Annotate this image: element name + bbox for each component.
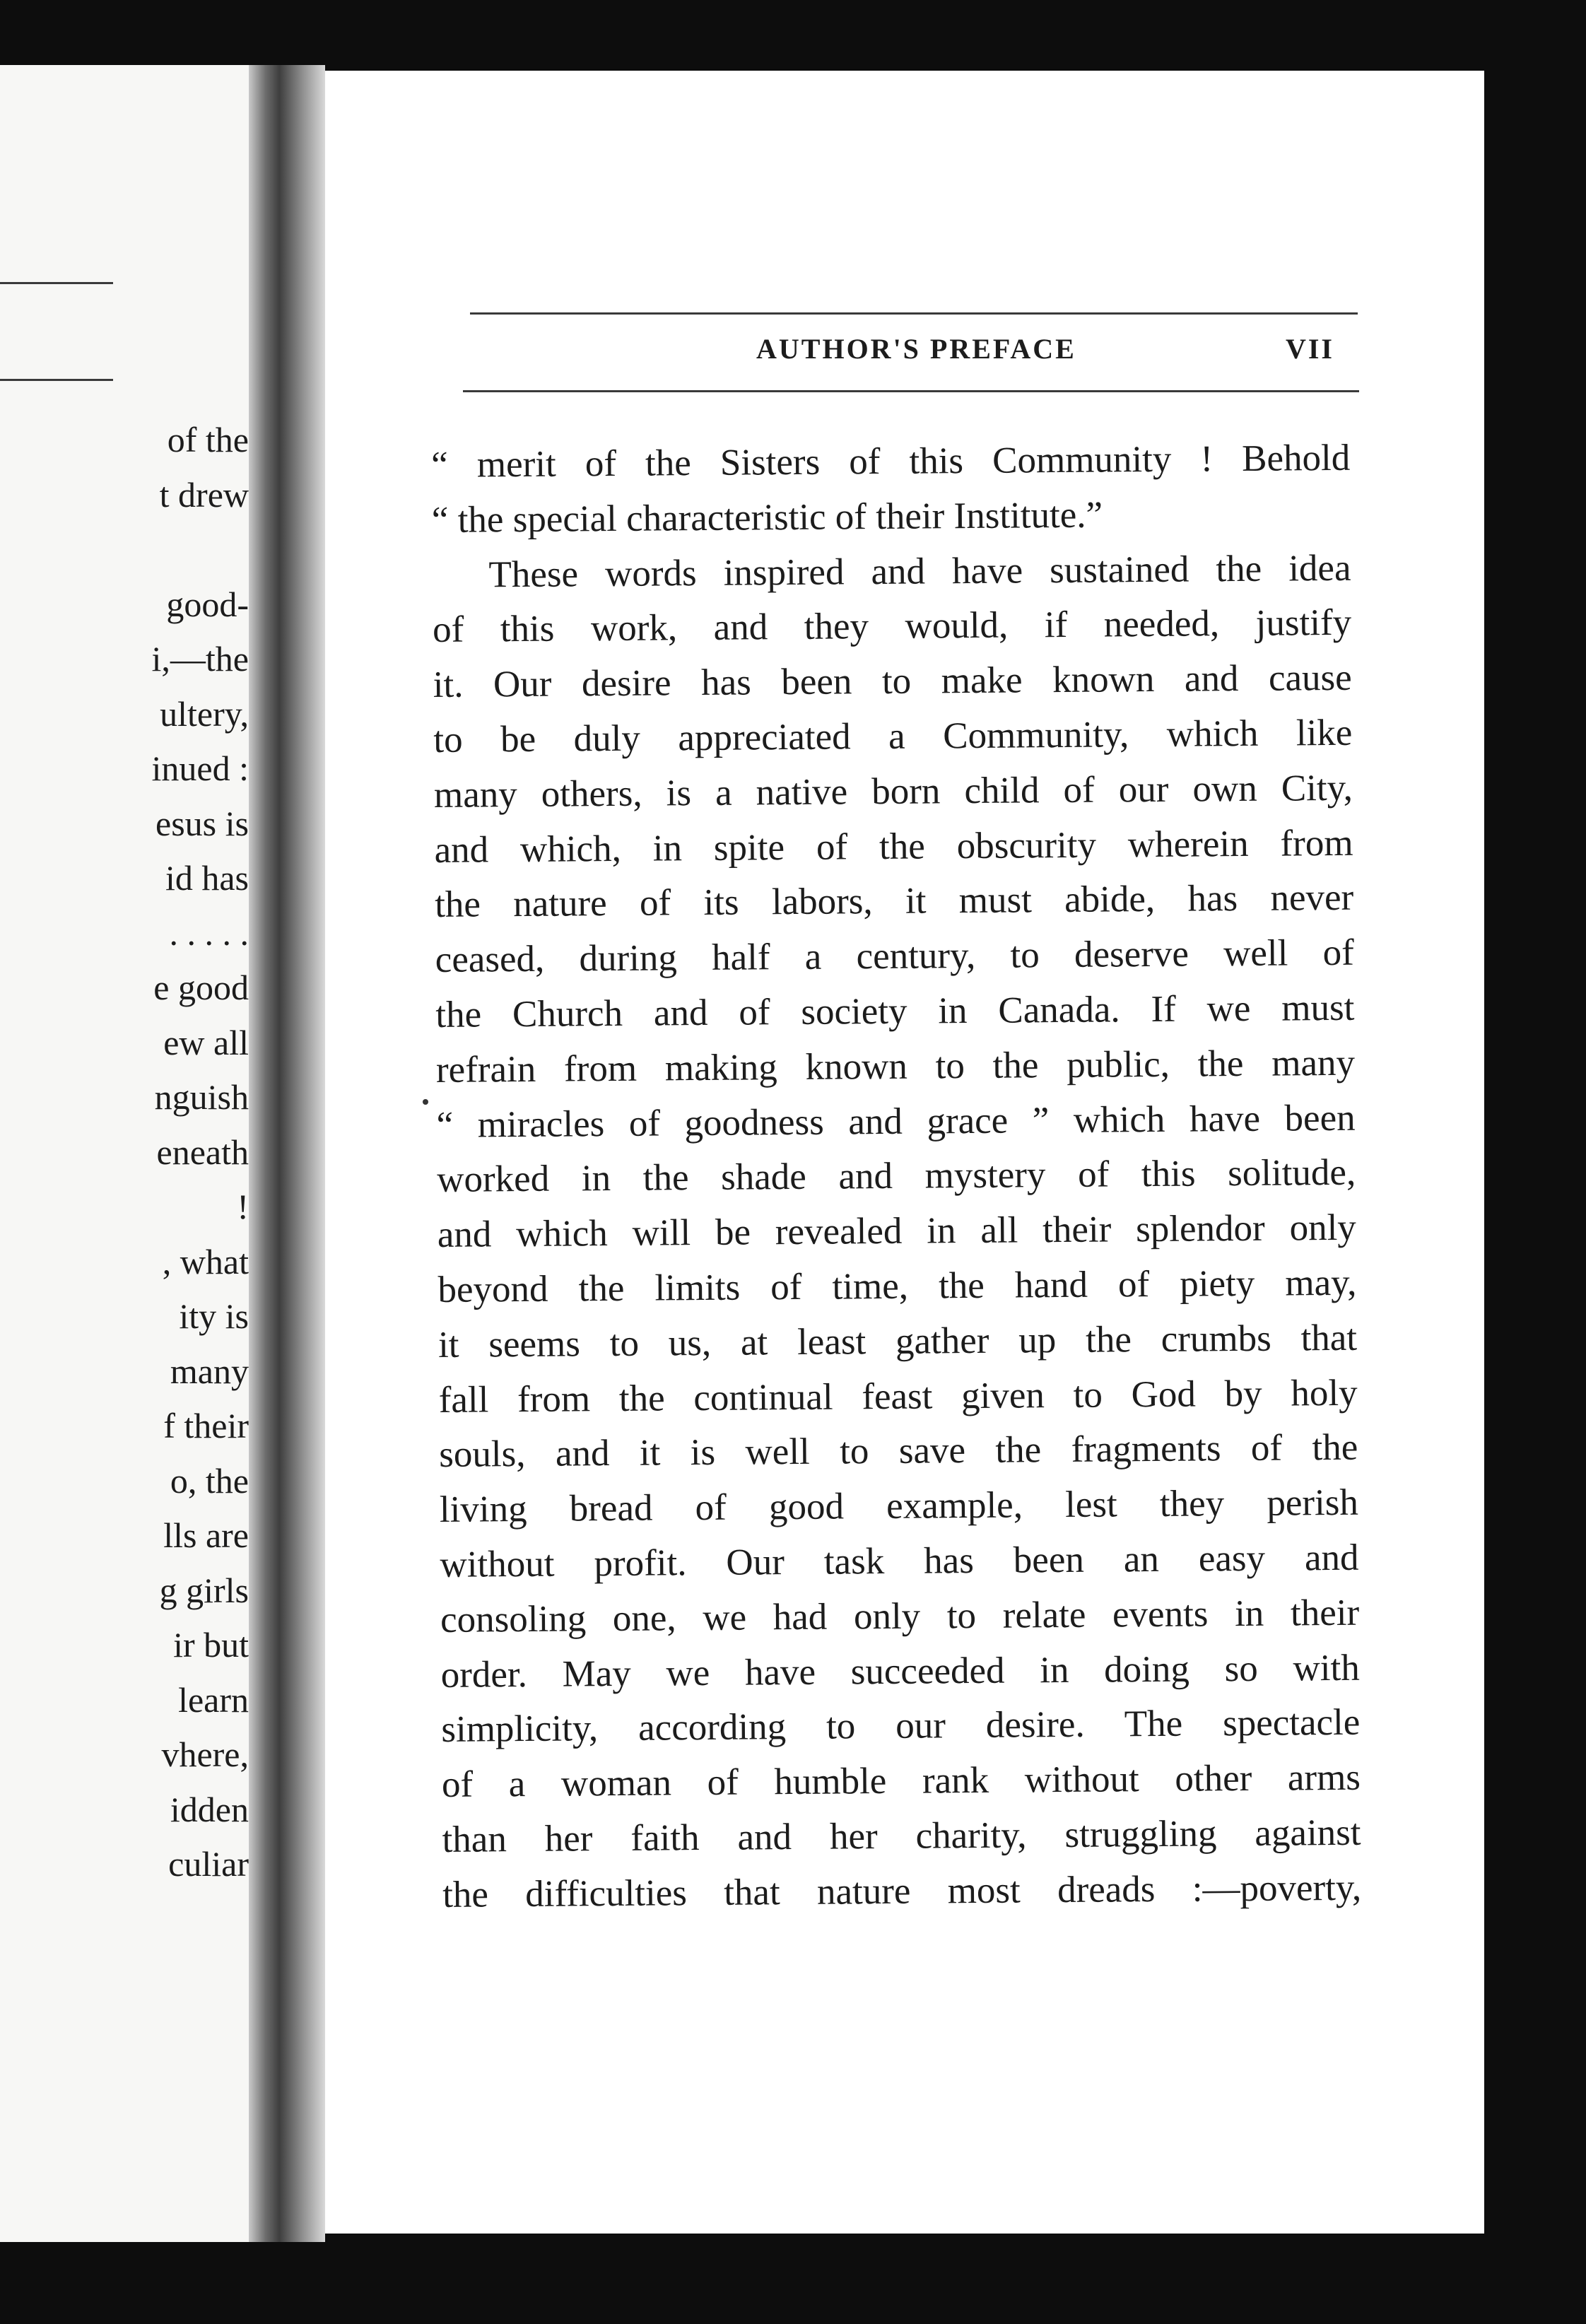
body-line: it seems to us, at least gather up the crumbs that — [437, 1317, 1358, 1366]
body-line: of this work, and they would, if needed, justify — [432, 602, 1352, 651]
running-head — [466, 332, 1334, 375]
body-line: “ miracles of goodness and grace ” which have been — [436, 1097, 1356, 1146]
body-line: many others, is a native born child of our own City, — [433, 767, 1353, 816]
left-page-line: culiar — [168, 1844, 249, 1884]
body-line: worked in the shade and mystery of this solitude, — [437, 1152, 1356, 1201]
left-page-line: nguish — [154, 1077, 249, 1117]
running-title: AUTHOR'S PREFACE — [756, 333, 1076, 365]
left-page-line: ir but — [173, 1625, 249, 1665]
left-page-line: good- — [166, 584, 249, 624]
left-page-line: vhere, — [161, 1735, 249, 1774]
body-line: “ the special characteristic of their Institute.” — [431, 494, 1103, 541]
left-page-line: eneath — [156, 1132, 249, 1172]
left-page-line: lls are — [163, 1515, 249, 1555]
body-line: the difficulties that nature most dreads :—poverty, — [442, 1867, 1362, 1915]
body-line: the Church and of society in Canada. If we must — [435, 987, 1355, 1035]
left-page-line: , what — [162, 1241, 249, 1281]
left-page-line: o, the — [170, 1460, 249, 1501]
body-line: to be duly appreciated a Community, which like — [433, 712, 1353, 761]
left-page-line: of the — [167, 420, 249, 459]
left-page-line: i,—the — [151, 639, 249, 679]
left-page-text — [152, 413, 249, 1892]
body-line: living bread of good example, lest they perish — [439, 1481, 1359, 1531]
left-page-line: inued : — [151, 749, 249, 788]
body-line: than her faith and her charity, struggling against — [442, 1812, 1361, 1860]
body-line: the nature of its labors, it must abide, has never — [434, 877, 1354, 926]
left-page-line: f their — [163, 1406, 249, 1445]
body-line: beyond the limits of time, the hand of piety may, — [437, 1262, 1357, 1310]
body-line: consoling one, we had only to relate events in their — [440, 1592, 1360, 1641]
header-rule-top — [470, 312, 1358, 315]
body-line: fall from the continual feast given to God by holy — [438, 1372, 1358, 1421]
left-page-line: e good — [153, 968, 249, 1007]
left-page-line: g girls — [159, 1570, 249, 1610]
left-page-line: ity is — [179, 1296, 249, 1336]
left-page-line: learn — [178, 1679, 249, 1720]
left-page-line: many — [170, 1351, 249, 1391]
left-page-line: . . . . . — [169, 912, 249, 953]
body-line: These words inspired and have sustained the idea — [488, 547, 1351, 595]
left-page-line: ew all — [163, 1022, 249, 1062]
left-page-line: ! — [237, 1187, 249, 1226]
body-line: simplicity, according to our desire. The spectacle — [441, 1702, 1361, 1751]
left-page-line — [152, 522, 249, 577]
body-line: without profit. Our task has been an easy and — [440, 1537, 1359, 1585]
page-number: VII — [1285, 333, 1334, 365]
body-line: souls, and it is well to save the fragments of the — [439, 1427, 1358, 1476]
left-page-line: idden — [170, 1789, 249, 1829]
left-page-line: id has — [165, 858, 249, 898]
body-line: of a woman of humble rank without other arms — [441, 1756, 1361, 1806]
body-line: it. Our desire has been to make known and cause — [433, 657, 1352, 706]
right-page — [325, 71, 1484, 2234]
body-line: “ merit of the Sisters of this Community ! Behold — [431, 437, 1351, 486]
body-line: and which will be revealed in all their splendor only — [437, 1207, 1357, 1256]
left-page-line: t drew — [159, 474, 249, 515]
left-page-rule-top — [0, 282, 113, 284]
body-text — [431, 431, 1361, 1923]
left-page-line: esus is — [155, 803, 249, 843]
body-line: and which, in spite of the obscurity wherein from — [434, 822, 1353, 871]
body-line: refrain from making known to the public, the many — [435, 1042, 1356, 1091]
header-rule-bottom — [463, 390, 1359, 392]
body-line: ceased, during half a century, to deserve well of — [435, 932, 1354, 981]
body-line: order. May we have succeeded in doing so with — [440, 1647, 1360, 1696]
left-page-rule-bottom — [0, 379, 113, 381]
ink-speck — [423, 1099, 428, 1105]
left-facing-page — [0, 65, 249, 2242]
book-gutter-shadow — [249, 65, 325, 2242]
left-page-line: ultery, — [160, 693, 249, 734]
